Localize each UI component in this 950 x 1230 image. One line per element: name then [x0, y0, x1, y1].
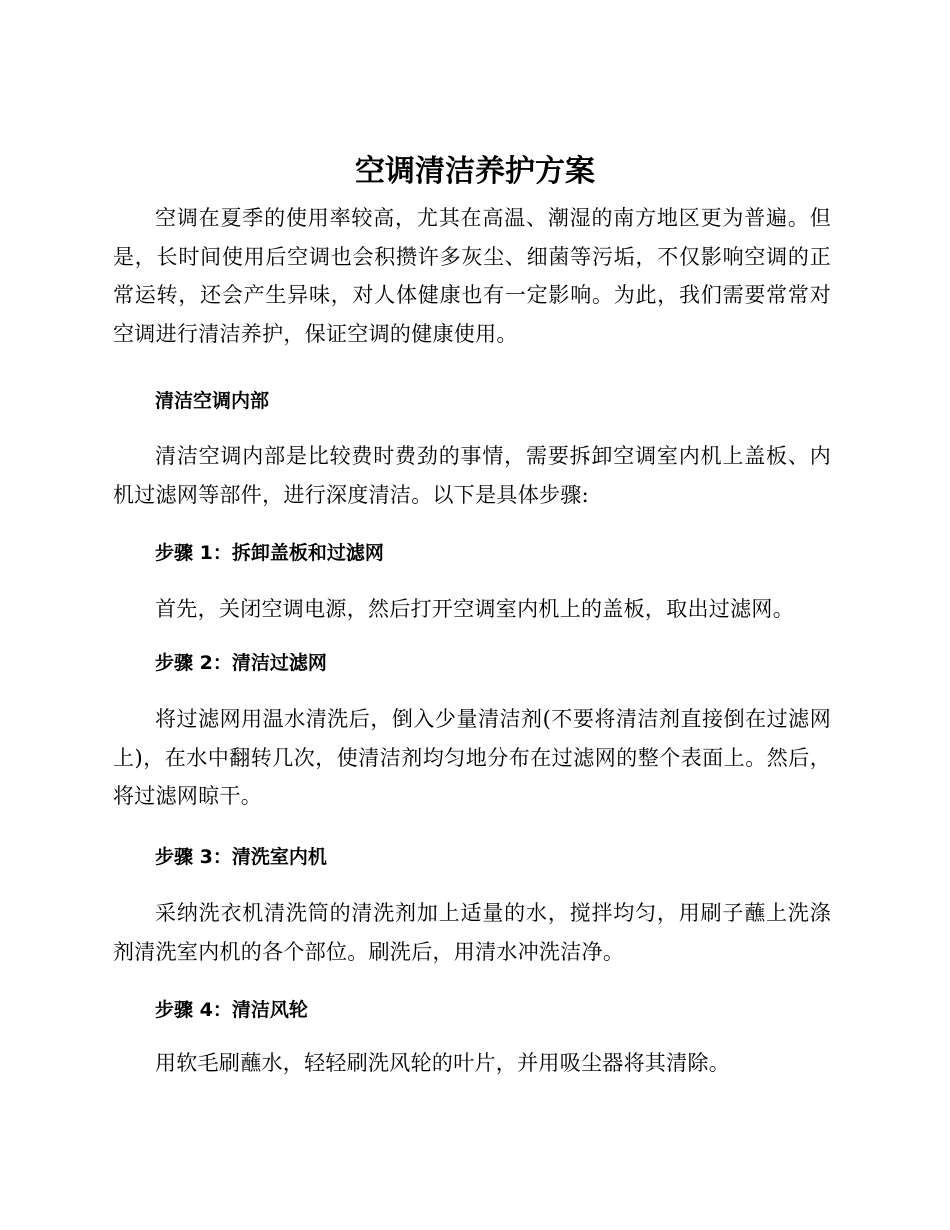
- step-2-heading: 步骤 2：清洁过滤网: [155, 652, 327, 674]
- step-4-paragraph: 用软毛刷蘸水，轻轻刷洗风轮的叶片，并用吸尘器将其清除。: [155, 1051, 731, 1075]
- intro-paragraph: 空调在夏季的使用率较高，尤其在高温、潮湿的南方地区更为普遍。但是，长时间使用后空调也会积攒许多灰尘、细菌等污垢，不仅影响空调的正常运转，还会产生异味，对人体健康也有一定影响。为此，我们需要常常对空调进行清洁养护，保证空调的健康使用。: [113, 206, 831, 346]
- step-1-heading: 步骤 1：拆卸盖板和过滤网: [155, 542, 384, 564]
- document-title: 空调清洁养护方案: [355, 154, 595, 189]
- step-2-paragraph: 将过滤网用温水清洗后，倒入少量清洁剂(不要将清洁剂直接倒在过滤网上)，在水中翻转几次，使清洁剂均匀地分布在过滤网的整个表面上。然后，将过滤网晾干。: [113, 707, 831, 808]
- section-heading: 清洁空调内部: [155, 390, 270, 412]
- step-1-paragraph: 首先，关闭空调电源，然后打开空调室内机上的盖板，取出过滤网。: [155, 597, 794, 621]
- section-paragraph: 清洁空调内部是比较费时费劲的事情，需要拆卸空调室内机上盖板、内机过滤网等部件，进行深度清洁。以下是具体步骤:: [113, 444, 831, 507]
- step-4-heading: 步骤 4：清洁风轮: [155, 999, 308, 1021]
- step-3-paragraph: 采纳洗衣机清洗筒的清洗剂加上适量的水，搅拌均匀，用刷子蘸上洗涤剂清洗室内机的各个部位。刷洗后，用清水冲洗洁净。: [113, 901, 831, 964]
- step-3-heading: 步骤 3：清洗室内机: [155, 846, 327, 868]
